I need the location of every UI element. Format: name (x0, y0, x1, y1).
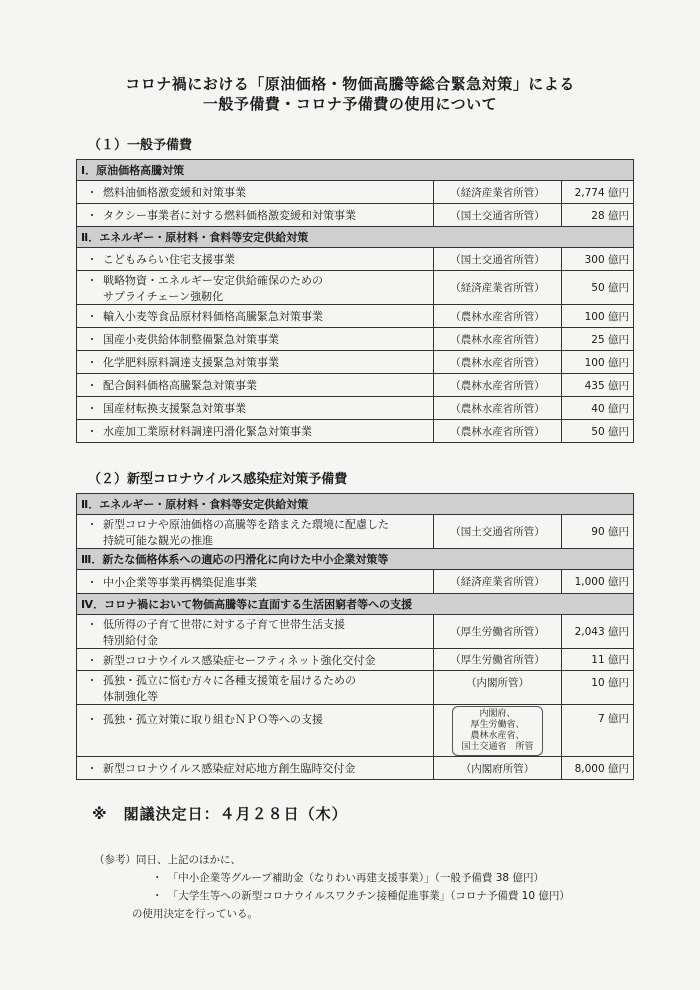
item-name: こどもみらい住宅支援事業 (103, 253, 235, 266)
table-row: ・ 配合飼料価格高騰緊急対策事業 （農林水産省所管） 435 億円 (77, 374, 634, 397)
table-row: ・ 戦略物資・エネルギー安定供給確保のための サプライチェーン強靭化 （経済産業省所管） 50 億円 (77, 271, 634, 305)
amount: 100 億円 (561, 305, 633, 328)
category-header: Ⅲ．新たな価格体系への適応の円滑化に向けた中小企業対策等 (77, 549, 634, 570)
item-name: 燃料油価格激変緩和対策事業 (103, 186, 246, 199)
table-row: ・ 中小企業等事業再構築促進事業 （経済産業省所管） 1,000 億円 (77, 570, 634, 594)
category-header: Ⅱ．エネルギー・原材料・食料等安定供給対策 (77, 227, 634, 248)
general-reserve-table (76, 159, 634, 443)
table-row: ・ 新型コロナや原油価格の高騰等を踏まえた環境に配慮した 持続可能な観光の推進 （国土交通省所管） 90 億円 (77, 515, 634, 549)
ministry: （農林水産省所管） (433, 351, 561, 374)
ministry: （国土交通省所管） (433, 248, 561, 271)
page-title (0, 74, 700, 114)
ministry: （経済産業省所管） (434, 570, 562, 594)
title-line-1: コロナ禍における「原油価格・物価高騰等総合緊急対策」による (125, 75, 575, 93)
ministry: （厚生労働省所管） (434, 649, 562, 671)
ministry: （経済産業省所管） (433, 181, 561, 204)
table-row: ・ 孤独・孤立対策に取り組むＮＰＯ等への支援 内閣府、 厚生労働省、 農林水産省、 国土交通省 所管 7 億円 (77, 705, 634, 757)
amount: 2,043 億円 (562, 615, 634, 649)
table-row: ・ 化学肥料原料調達支援緊急対策事業 （農林水産省所管） 100 億円 (77, 351, 634, 374)
ministry: （農林水産省所管） (433, 305, 561, 328)
item-name: 中小企業等事業再構築促進事業 (103, 575, 257, 589)
amount: 8,000 億円 (562, 757, 634, 780)
title-line-2: 一般予備費・コロナ予備費の使用について (202, 95, 498, 113)
item-name: 新型コロナや原油価格の高騰等を踏まえた環境に配慮した (103, 517, 389, 531)
amount: 7 億円 (562, 705, 634, 757)
item-name: 孤独・孤立対策に取り組むＮＰＯ等への支援 (103, 713, 323, 726)
table-row: ・ 国産小麦供給体制整備緊急対策事業 （農林水産省所管） 25 億円 (77, 328, 634, 351)
amount: 28 億円 (561, 204, 633, 227)
item-name-cont: サプライチェーン強靭化 (103, 289, 224, 303)
table-row: ・ 燃料油価格激変緩和対策事業 （経済産業省所管） 2,774 億円 (77, 181, 634, 204)
item-name: 化学肥料原料調達支援緊急対策事業 (103, 356, 279, 369)
amount: 1,000 億円 (562, 570, 634, 594)
table-row: ・ 孤独・孤立に悩む方々に各種支援策を届けるための 体制強化等 （内閣所管） 10 億円 (77, 671, 634, 705)
amount: 300 億円 (561, 248, 633, 271)
reference-note-line-2: ・ 「中小企業等グループ補助金（なりわい再建支援事業）」（一般予備費 38 億円） (152, 872, 544, 884)
amount: 25 億円 (561, 328, 633, 351)
table-row: ・ 国産材転換支援緊急対策事業 （農林水産省所管） 40 億円 (77, 397, 634, 420)
category-header: Ⅰ．原油価格高騰対策 (77, 160, 634, 181)
ministry: （内閣府所管） (434, 757, 562, 780)
table-row: ・ 新型コロナウイルス感染症セーフティネット強化交付金 （厚生労働省所管） 11 億円 (77, 649, 634, 671)
reference-note-line-3: ・ 「大学生等への新型コロナウイルスワクチン接種促進事業」（コロナ予備費 10 億円） (152, 890, 570, 902)
ministry-bracket: 内閣府、 厚生労働省、 農林水産省、 国土交通省 所管 (452, 706, 542, 756)
ministry: （農林水産省所管） (433, 397, 561, 420)
item-name: 国産材転換支援緊急対策事業 (103, 402, 246, 415)
amount: 90 億円 (562, 515, 634, 549)
amount: 50 億円 (561, 420, 633, 443)
cabinet-decision-date: ※ 閣議決定日：４月２８日（木） (92, 805, 348, 823)
amount: 50 億円 (561, 271, 633, 305)
ministry: （農林水産省所管） (433, 374, 561, 397)
ministry: （農林水産省所管） (433, 328, 561, 351)
item-name: タクシー事業者に対する燃料価格激変緩和対策事業 (103, 209, 356, 222)
item-name: 配合飼料価格高騰緊急対策事業 (103, 379, 257, 392)
ministry: （農林水産省所管） (433, 420, 561, 443)
table-row: ・ こどもみらい住宅支援事業 （国土交通省所管） 300 億円 (77, 248, 634, 271)
item-name: 孤独・孤立に悩む方々に各種支援策を届けるための (103, 673, 356, 687)
amount: 40 億円 (561, 397, 633, 420)
ministry: （国土交通省所管） (433, 204, 561, 227)
item-name: 水産加工業原材料調達円滑化緊急対策事業 (103, 425, 312, 438)
amount: 435 億円 (561, 374, 633, 397)
table-row: ・ 新型コロナウイルス感染症対応地方創生臨時交付金 （内閣府所管） 8,000 億円 (77, 757, 634, 780)
category-header: Ⅳ．コロナ禍において物価高騰等に直面する生活困窮者等への支援 (77, 594, 634, 615)
table-row: ・ 輸入小麦等食品原材料価格高騰緊急対策事業 （農林水産省所管） 100 億円 (77, 305, 634, 328)
section-covid-reserve: （２）新型コロナウイルス感染症対策予備費 (88, 472, 348, 487)
ministry: （厚生労働省所管） (434, 615, 562, 649)
amount: 10 億円 (562, 671, 634, 705)
ministry (434, 705, 562, 757)
amount: 11 億円 (562, 649, 634, 671)
table-row: ・ タクシー事業者に対する燃料価格激変緩和対策事業 （国土交通省所管） 28 億円 (77, 204, 634, 227)
category-header: Ⅱ．エネルギー・原材料・食料等安定供給対策 (77, 494, 634, 515)
amount: 2,774 億円 (561, 181, 633, 204)
reference-note-line-4: の使用決定を行っている。 (132, 908, 258, 920)
item-name: 低所得の子育て世帯に対する子育て世帯生活支援 (103, 617, 345, 631)
covid-reserve-table (76, 493, 634, 780)
ministry: （内閣所管） (434, 671, 562, 705)
item-name: 新型コロナウイルス感染症セーフティネット強化交付金 (103, 653, 376, 667)
item-name: 国産小麦供給体制整備緊急対策事業 (103, 333, 279, 346)
item-name: 戦略物資・エネルギー安定供給確保のための (103, 273, 323, 287)
item-name-cont: 特別給付金 (103, 633, 158, 647)
ministry: （国土交通省所管） (434, 515, 562, 549)
reference-note-line-1: （参考）同日、上記のほかに、 (94, 854, 241, 866)
item-name-cont: 体制強化等 (103, 689, 158, 703)
table-row: ・ 水産加工業原材料調達円滑化緊急対策事業 （農林水産省所管） 50 億円 (77, 420, 634, 443)
item-name-cont: 持続可能な観光の推進 (103, 533, 213, 547)
ministry: （経済産業省所管） (433, 271, 561, 305)
item-name: 輸入小麦等食品原材料価格高騰緊急対策事業 (103, 310, 323, 323)
table-row: ・ 低所得の子育て世帯に対する子育て世帯生活支援 特別給付金 （厚生労働省所管） 2,043 億円 (77, 615, 634, 649)
item-name: 新型コロナウイルス感染症対応地方創生臨時交付金 (103, 762, 356, 775)
amount: 100 億円 (561, 351, 633, 374)
section-general-reserve: （１）一般予備費 (88, 138, 193, 153)
